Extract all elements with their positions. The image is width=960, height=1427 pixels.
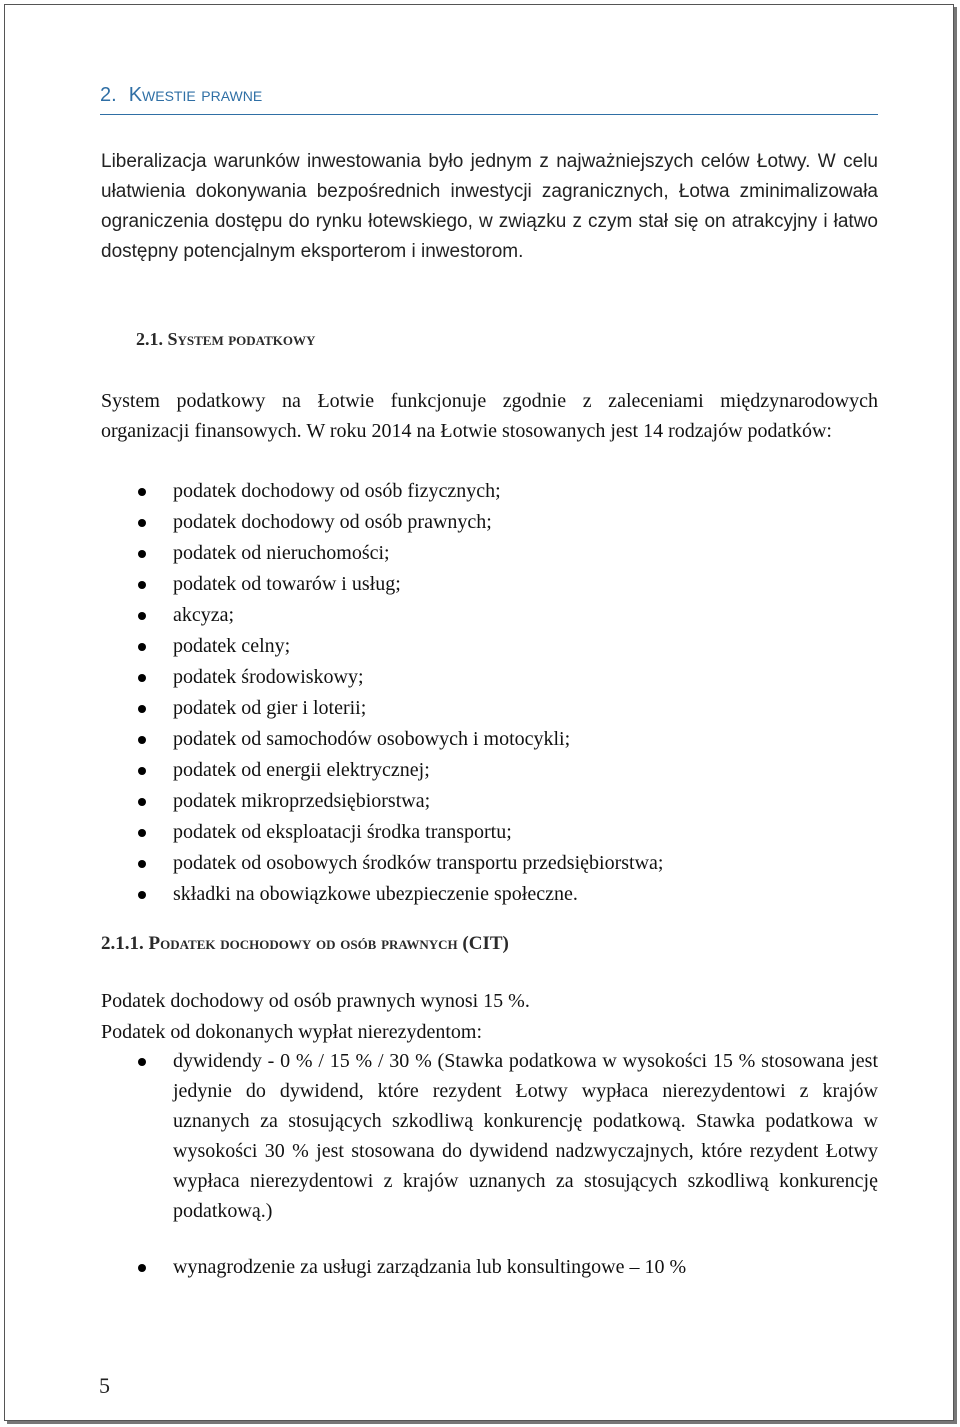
- list-item: [101, 600, 878, 631]
- bullet-icon: [138, 767, 146, 775]
- bullet-icon: [138, 488, 146, 496]
- cit-heading: [101, 933, 509, 955]
- list-item: [101, 879, 878, 910]
- bullet-icon: [138, 736, 146, 744]
- withholding-list: [101, 1046, 878, 1282]
- list-item-text: podatek mikroprzedsiębiorstwa;: [173, 790, 431, 812]
- bullet-icon: [138, 643, 146, 651]
- subsection-heading: [136, 329, 315, 350]
- section-heading: [100, 84, 878, 115]
- bullet-icon: [138, 798, 146, 806]
- list-item-text: podatek od eksploatacji środka transportu;: [173, 821, 512, 843]
- list-item: [101, 631, 878, 662]
- list-item-text: podatek dochodowy od osób fizycznych;: [173, 480, 501, 502]
- list-item: [101, 569, 878, 600]
- cit-number: 2.1.1.: [101, 933, 144, 954]
- withholding-intro-line: Podatek od dokonanych wypłat nierezydentom:: [101, 1021, 483, 1043]
- bullet-icon: [138, 519, 146, 527]
- heading-title: Kwestie prawne: [128, 84, 263, 106]
- bullet-icon: [138, 829, 146, 837]
- list-item: [101, 1252, 878, 1282]
- list-item-text: wynagrodzenie za usługi zarządzania lub konsultingowe – 10 %: [173, 1256, 687, 1278]
- list-item-text: podatek od osobowych środków transportu przedsiębiorstwa;: [173, 852, 664, 874]
- list-item: [101, 507, 878, 538]
- tax-system-paragraph: System podatkowy na Łotwie funkcjonuje zgodnie z zaleceniami międzynarodowych organizacji finansowych. W roku 2014 na Łotwie stosowanych jest 14 rodzajów podatków:: [101, 390, 878, 442]
- list-item: [101, 817, 878, 848]
- list-item-text: podatek od energii elektrycznej;: [173, 759, 430, 781]
- page-number: 5: [99, 1373, 110, 1398]
- list-item-text: podatek od gier i loterii;: [173, 697, 367, 719]
- heading-number: 2.: [100, 84, 117, 106]
- list-item-text: podatek środowiskowy;: [173, 666, 364, 688]
- list-item-text: akcyza;: [173, 604, 235, 626]
- subsection-number: 2.1.: [136, 329, 163, 349]
- bullet-icon: [138, 550, 146, 558]
- list-item-text: podatek od towarów i usług;: [173, 573, 401, 595]
- list-item-text: dywidendy - 0 % / 15 % / 30 % (Stawka podatkowa w wysokości 15 % stosowana jest jedynie do dywidend, które rezydent Łotwy wypłaca nierezydentowi z krajów uznanych za stosujących szkodliwą konkurencję podatkową. Stawka podatkowa w wysokości 30 % jest stosowana do dywidend nadzwyczajnych, które rezydent Łotwy wypłaca nierezydentowi z krajów uznanych za stosujących szkodliwą konkurencję podatkową.): [173, 1050, 878, 1222]
- list-item-text: podatek od samochodów osobowych i motocykli;: [173, 728, 571, 750]
- list-item-text: podatek od nieruchomości;: [173, 542, 390, 564]
- cit-abbr: (CIT): [462, 933, 509, 954]
- bullet-icon: [138, 860, 146, 868]
- subsection-title: System podatkowy: [167, 329, 316, 349]
- list-item: [101, 848, 878, 879]
- list-item: [101, 786, 878, 817]
- list-item: [101, 1046, 878, 1226]
- bullet-icon: [138, 705, 146, 713]
- bullet-icon: [138, 1058, 146, 1066]
- intro-paragraph: Liberalizacja warunków inwestowania było jednym z najważniejszych celów Łotwy. W celu ułatwienia dokonywania bezpośrednich inwestycji zagranicznych, Łotwa zminimalizowała ograniczenia dostępu do rynku łotewskiego, w związku z czym stał się on atrakcyjny i łatwo dostępny potencjalnym eksporterom i inwestorom.: [101, 151, 878, 262]
- bullet-icon: [138, 1264, 146, 1272]
- list-item: [101, 662, 878, 693]
- list-item-text: składki na obowiązkowe ubezpieczenie społeczne.: [173, 883, 578, 905]
- list-item: [101, 693, 878, 724]
- list-item: [101, 724, 878, 755]
- bullet-icon: [138, 891, 146, 899]
- bullet-icon: [138, 581, 146, 589]
- cit-paragraph: [101, 986, 878, 1048]
- bullet-icon: [138, 674, 146, 682]
- list-item: [101, 476, 878, 507]
- list-item-text: podatek celny;: [173, 635, 291, 657]
- cit-rate-line: Podatek dochodowy od osób prawnych wynosi 15 %.: [101, 990, 530, 1012]
- list-item: [101, 538, 878, 569]
- cit-title: Podatek dochodowy od osób prawnych: [148, 933, 458, 954]
- bullet-icon: [138, 612, 146, 620]
- list-item-text: podatek dochodowy od osób prawnych;: [173, 511, 492, 533]
- tax-list: [101, 476, 878, 910]
- list-item: [101, 755, 878, 786]
